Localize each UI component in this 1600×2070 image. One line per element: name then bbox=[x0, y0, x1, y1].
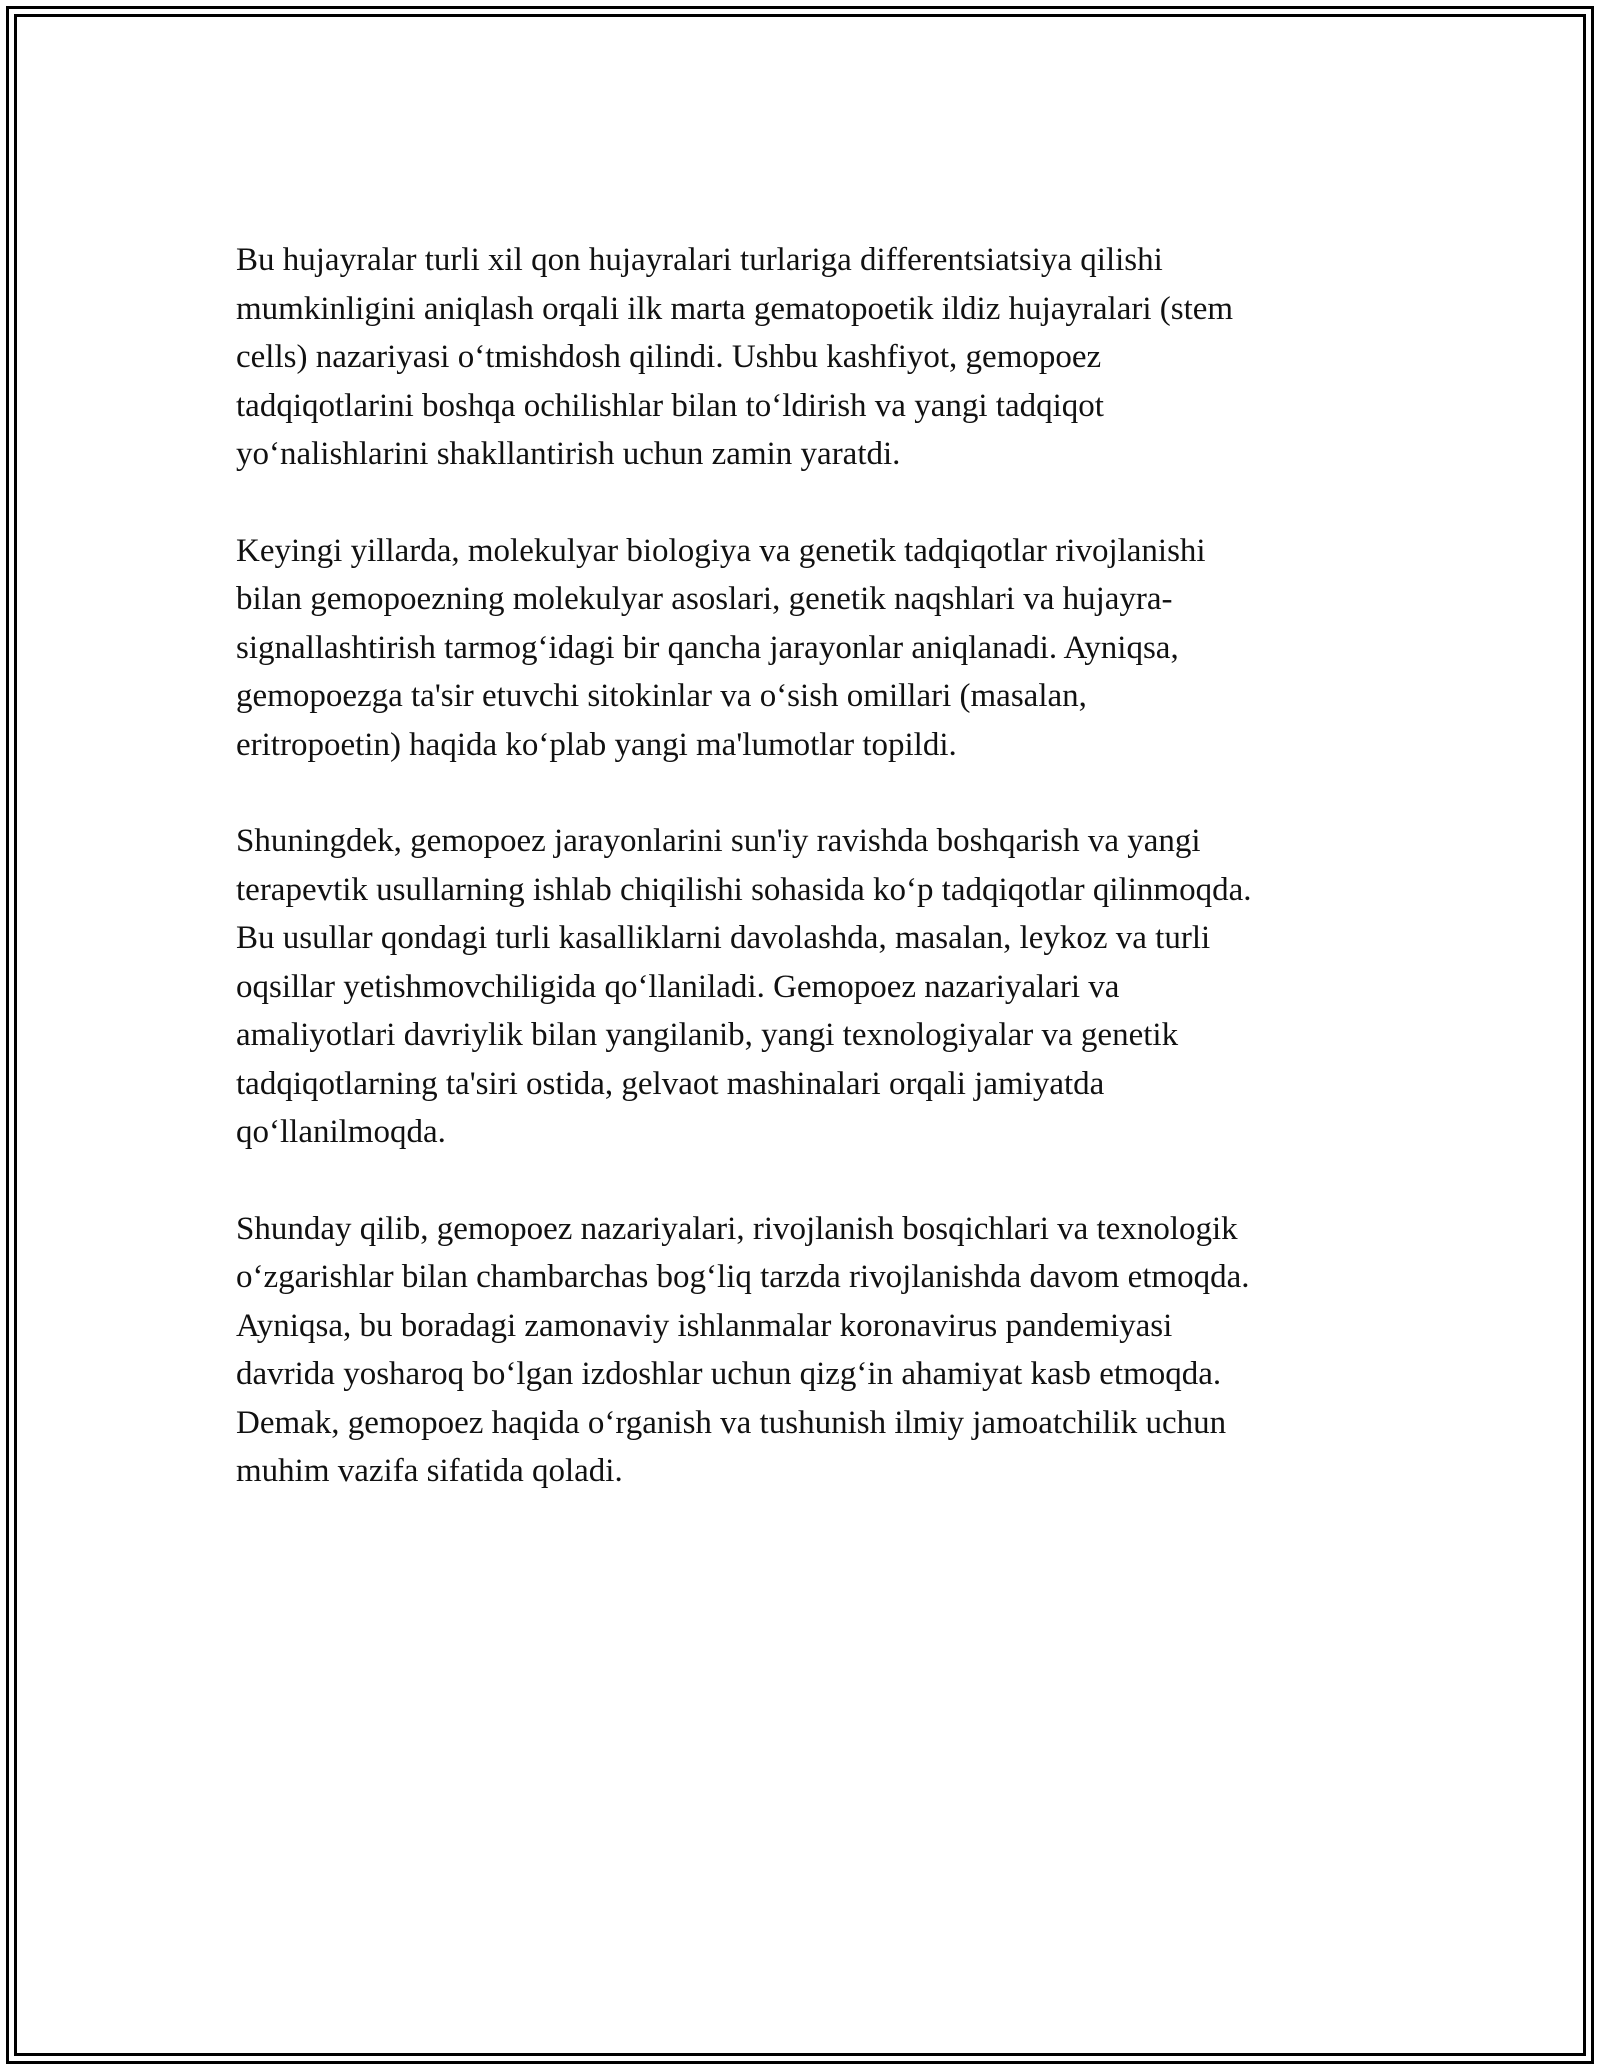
text-line: tadqiqotlarning ta'siri ostida, gelvaot mashinalari orqali jamiyatda bbox=[236, 1065, 1105, 1102]
text-line: mumkinligini aniqlash orqali ilk marta gematopoetik ildiz hujayralari (stem bbox=[236, 290, 1234, 327]
text-line: qo‘llanilmoqda. bbox=[236, 1114, 446, 1150]
text-line: o‘zgarishlar bilan chambarchas bog‘liq tarzda rivojlanishda davom etmoqda. bbox=[236, 1259, 1250, 1295]
paragraph-2 bbox=[236, 527, 1371, 770]
paragraph-1 bbox=[236, 236, 1371, 479]
text-line: Keyingi yillarda, molekulyar biologiya va genetik tadqiqotlar rivojlanishi bbox=[236, 532, 1206, 569]
text-line: signallashtirish tarmog‘idagi bir qancha jarayonlar aniqlanadi. Ayniqsa, bbox=[236, 629, 1179, 666]
text-line: tadqiqotlarini boshqa ochilishlar bilan to‘ldirish va yangi tadqiqot bbox=[236, 387, 1104, 424]
text-line: Shuningdek, gemopoez jarayonlarini sun'iy ravishda boshqarish va yangi bbox=[236, 823, 1201, 859]
text-line: bilan gemopoezning molekulyar asoslari, genetik naqshlari va hujayra- bbox=[236, 581, 1173, 617]
text-line: Bu hujayralar turli xil qon hujayralari turlariga differentsiatsiya qilishi bbox=[236, 242, 1163, 278]
document-body bbox=[236, 236, 1371, 1544]
text-line: yo‘nalishlarini shakllantirish uchun zamin yaratdi. bbox=[236, 436, 901, 472]
paragraph-4 bbox=[236, 1205, 1371, 1496]
text-line: cells) nazariyasi o‘tmishdosh qilindi. Ushbu kashfiyot, gemopoez bbox=[236, 339, 1102, 375]
text-line: davrida yosharoq bo‘lgan izdoshlar uchun qizg‘in ahamiyat kasb etmoqda. bbox=[236, 1356, 1222, 1392]
text-line: eritropoetin) haqida ko‘plab yangi ma'lumotlar topildi. bbox=[236, 726, 957, 763]
paragraph-3 bbox=[236, 817, 1371, 1157]
text-line: muhim vazifa sifatida qoladi. bbox=[236, 1453, 623, 1489]
text-line: Ayniqsa, bu boradagi zamonaviy ishlanmalar koronavirus pandemiyasi bbox=[236, 1307, 1173, 1344]
text-line: amaliyotlari davriylik bilan yangilanib, yangi texnologiyalar va genetik bbox=[236, 1017, 1179, 1053]
text-line: terapevtik usullarning ishlab chiqilishi sohasida ko‘p tadqiqotlar qilinmoqda. bbox=[236, 871, 1252, 908]
text-line: Shunday qilib, gemopoez nazariyalari, rivojlanish bosqichlari va texnologik bbox=[236, 1210, 1238, 1247]
text-line: oqsillar yetishmovchiligida qo‘llaniladi. Gemopoez nazariyalari va bbox=[236, 968, 1120, 1005]
text-line: Bu usullar qondagi turli kasalliklarni davolashda, masalan, leykoz va turli bbox=[236, 920, 1211, 956]
text-line: Demak, gemopoez haqida o‘rganish va tushunish ilmiy jamoatchilik uchun bbox=[236, 1404, 1227, 1441]
text-line: gemopoezga ta'sir etuvchi sitokinlar va o‘sish omillari (masalan, bbox=[236, 678, 1087, 714]
